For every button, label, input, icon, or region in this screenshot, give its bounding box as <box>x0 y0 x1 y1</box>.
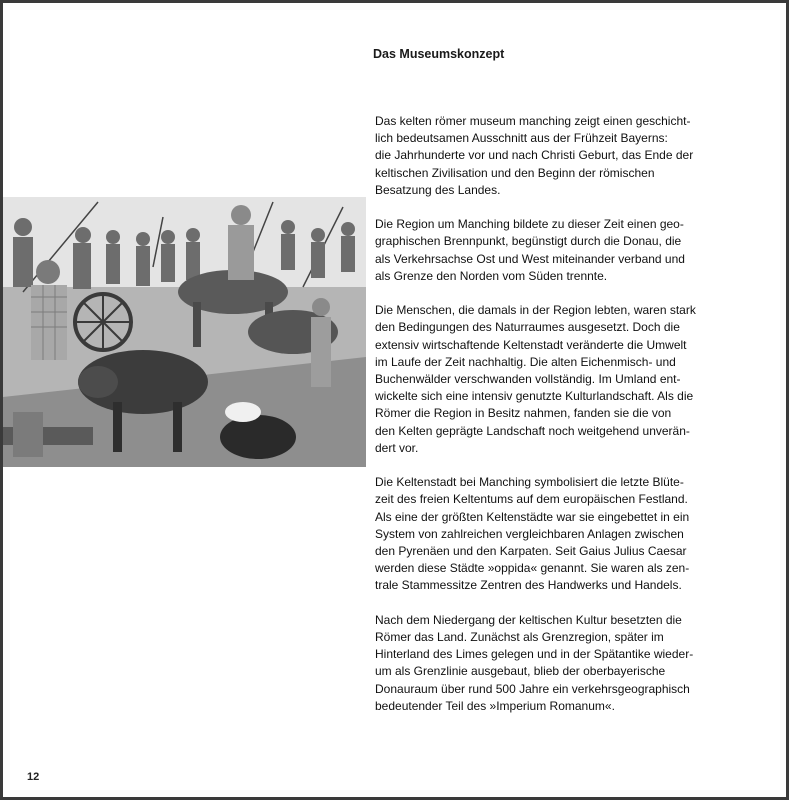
text-line: graphischen Brennpunkt, begünstigt durch die Donau, die <box>375 234 682 249</box>
text-line: Römer die Region in Besitz nahmen, fanden sie die von <box>375 406 672 421</box>
text-line: Donauraum über rund 500 Jahre ein verkehrsgeographisch <box>375 681 690 696</box>
body-text <box>375 113 725 732</box>
illustration-drawing <box>3 197 366 467</box>
text-line: lich bedeutsamen Ausschnitt aus der Frühzeit Bayerns: <box>375 131 668 146</box>
paragraph-3 <box>375 302 725 457</box>
text-line: Besatzung des Landes. <box>375 182 501 197</box>
text-line: den Pyrenäen und den Karpaten. Seit Gaius Julius Caesar <box>375 544 687 559</box>
text-line: extensiv wirtschaftende Keltenstadt veränderte die Umwelt <box>375 337 687 352</box>
paragraph-1 <box>375 113 725 199</box>
text-line: Als eine der größten Keltenstädte war sie eingebettet in ein <box>375 509 690 524</box>
text-line: Die Keltenstadt bei Manching symbolisiert die letzte Blüte- <box>375 475 684 490</box>
text-line: keltischen Zivilisation und den Beginn der römischen <box>375 165 655 180</box>
text-line: bedeutender Teil des »Imperium Romanum«. <box>375 698 615 713</box>
text-line: Die Menschen, die damals in der Region lebten, waren stark <box>375 303 696 318</box>
celtic-procession-illustration <box>3 197 366 467</box>
text-line: System von zahlreichen vergleichbaren Anlagen zwischen <box>375 526 684 541</box>
paragraph-5 <box>375 612 725 715</box>
text-line: Nach dem Niedergang der keltischen Kultur besetzten die <box>375 612 682 627</box>
text-line: den Bedingungen des Naturraumes ausgesetzt. Doch die <box>375 320 680 335</box>
text-line: um als Grenzlinie ausgebaut, blieb der oberbayerische <box>375 664 666 679</box>
text-line: als Grenze den Norden vom Süden trennte. <box>375 268 608 283</box>
text-line: trale Stammessitze Zentren des Handwerks und Handels. <box>375 578 682 593</box>
text-line: werden diese Städte »oppida« genannt. Sie waren als zen- <box>375 561 690 576</box>
section-heading: Das Museumskonzept <box>373 47 505 61</box>
text-line: Die Region um Manching bildete zu dieser Zeit einen geo- <box>375 217 684 232</box>
paragraph-2 <box>375 216 725 285</box>
text-line: als Verkehrsachse Ost und West miteinander verband und <box>375 251 685 266</box>
text-line: dert vor. <box>375 440 419 455</box>
page-number: 12 <box>27 771 40 783</box>
text-line: Römer das Land. Zunächst als Grenzregion, später im <box>375 630 664 645</box>
text-line: zeit des freien Keltentums auf dem europäischen Festland. <box>375 492 688 507</box>
text-line: die Jahrhunderte vor und nach Christi Geburt, das Ende der <box>375 148 694 163</box>
text-line: Das kelten römer museum manching zeigt einen geschicht- <box>375 114 691 128</box>
text-line: im Laufe der Zeit nachhaltig. Die alten Eichenmisch- und <box>375 354 676 369</box>
text-line: Hinterland des Limes gelegen und in der Spätantike wieder- <box>375 647 694 662</box>
text-line: wickelte sich eine intensiv genutzte Kulturlandschaft. Als die <box>375 389 694 404</box>
text-line: den Kelten geprägte Landschaft noch weitgehend unverän- <box>375 423 690 438</box>
text-line: Buchenwälder verschwanden vollständig. Im Umland ent- <box>375 372 681 387</box>
paragraph-4 <box>375 474 725 594</box>
